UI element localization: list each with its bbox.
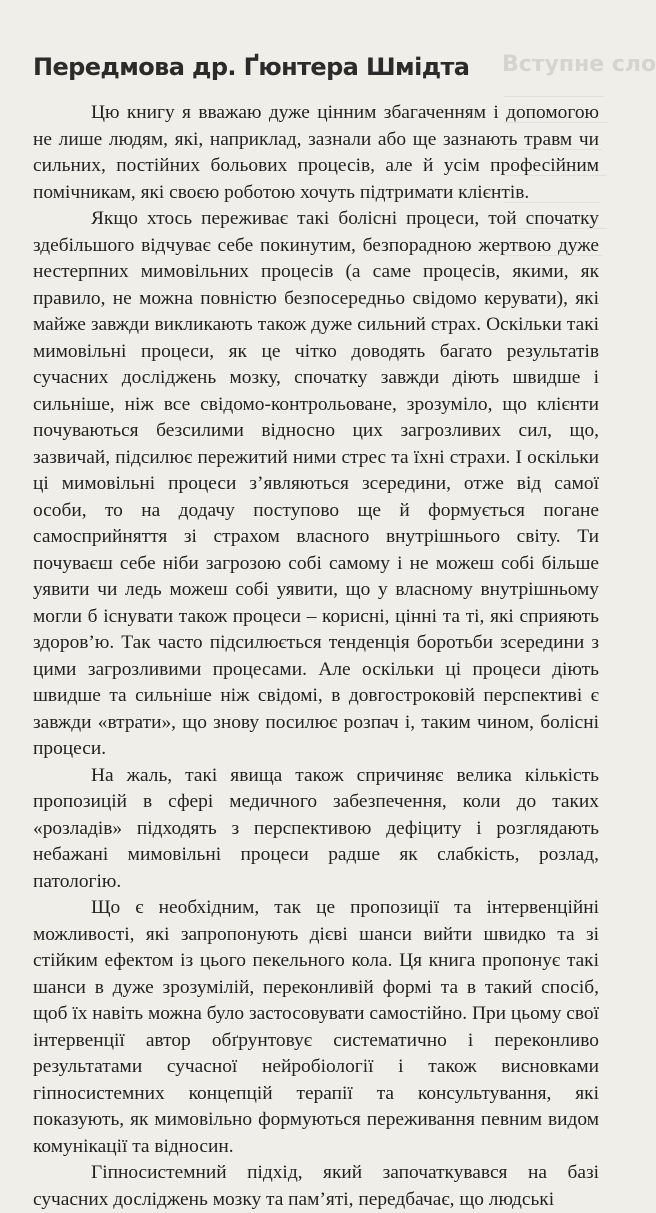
paragraph-4: Що є необхідним, так це пропозиції та інтервенційні можливості, які запропонують дієві шанси вийти швидко та зі стійким ефектом із цього пекельного кола. Ця книга пропонує такі шанси в дуже зрозумілій, переконливій формі та в такий спосіб, щоб їх навіть можна було застосовувати самостійно. При цьому свої інтервенції автор обґрунтовує систематично і переконливо результатами сучасної нейробіології і також висновками гіпносистемних концепцій терапії та консультування, які показують, як мимовільно формуються переживання певним видом комунікації та відносин. [33, 897, 599, 1157]
paragraph-2: Якщо хтось переживає такі болісні процеси, той спочатку здебільшого відчуває себе покинутим, безпорадною жертвою дуже нестерпних мимовільних процесів (а саме процесів, якими, як правило, не можна повністю безпосередньо свідомо керувати), які майже завжди викликають також дуже сильний страх. Оскільки такі мимовільні процеси, як це чітко доводять багато результатів сучасних досліджень мозку, спочатку завжди діють швидше і сильніше, ніж все свідомо-контрольоване, зрозуміло, що клієнти почуваються безсилими відносно цих загрозливих сил, що, зазвичай, підсилює пережитий ними стрес та їхні страхи. І оскільки ці мимовільні процеси з’являються зсередини, отже від самої особи, то на додачу поступово ще й формується погане самосприйняття зі страхом власного внутрішнього світу. Ти почуваєш себе ніби загрозою собі самому і не можеш собі більше уявити чи ледь можеш собі уявити, що у власному внутрішньому могли б існувати також процеси – корисні, цінні та ті, які сприяють здоров’ю. Так часто підсилюється тенденція боротьби зсередини з цими загрозливими процесами. Але оскільки ці процеси діють швидше та сильніше ніж свідомі, в довгостроковій перспективі є завжди «втрати», що знову посилює розпач і, таким чином, болісні процеси. [33, 208, 599, 759]
document-page [33, 52, 599, 1210]
paragraph-3: На жаль, такі явища також спричиняє велика кількість пропозицій в сфері медичного забезпечення, коли до таких «розладів» підходять з перспективою дефіциту і розглядають небажані мимовільні процеси радше як слабкість, розлад, патологію. [33, 764, 599, 892]
page-title: Передмова др. Ґюнтера Шмідта [33, 53, 470, 81]
adjacent-page-heading: Вступне сло [502, 52, 656, 77]
paragraph-5: Гіпносистемний підхід, який започаткувався на базі сучасних досліджень мозку та пам’яті, передбачає, що людські [33, 1162, 599, 1210]
paragraph-1: Цю книгу я вважаю дуже цінним збагаченням і допомогою не лише людям, які, наприклад, зазнали або ще зазнають травм чи сильних, постійних больових процесів, але й усім професійним помічникам, які своєю роботою хочуть підтримати клієнтів. [33, 102, 599, 203]
